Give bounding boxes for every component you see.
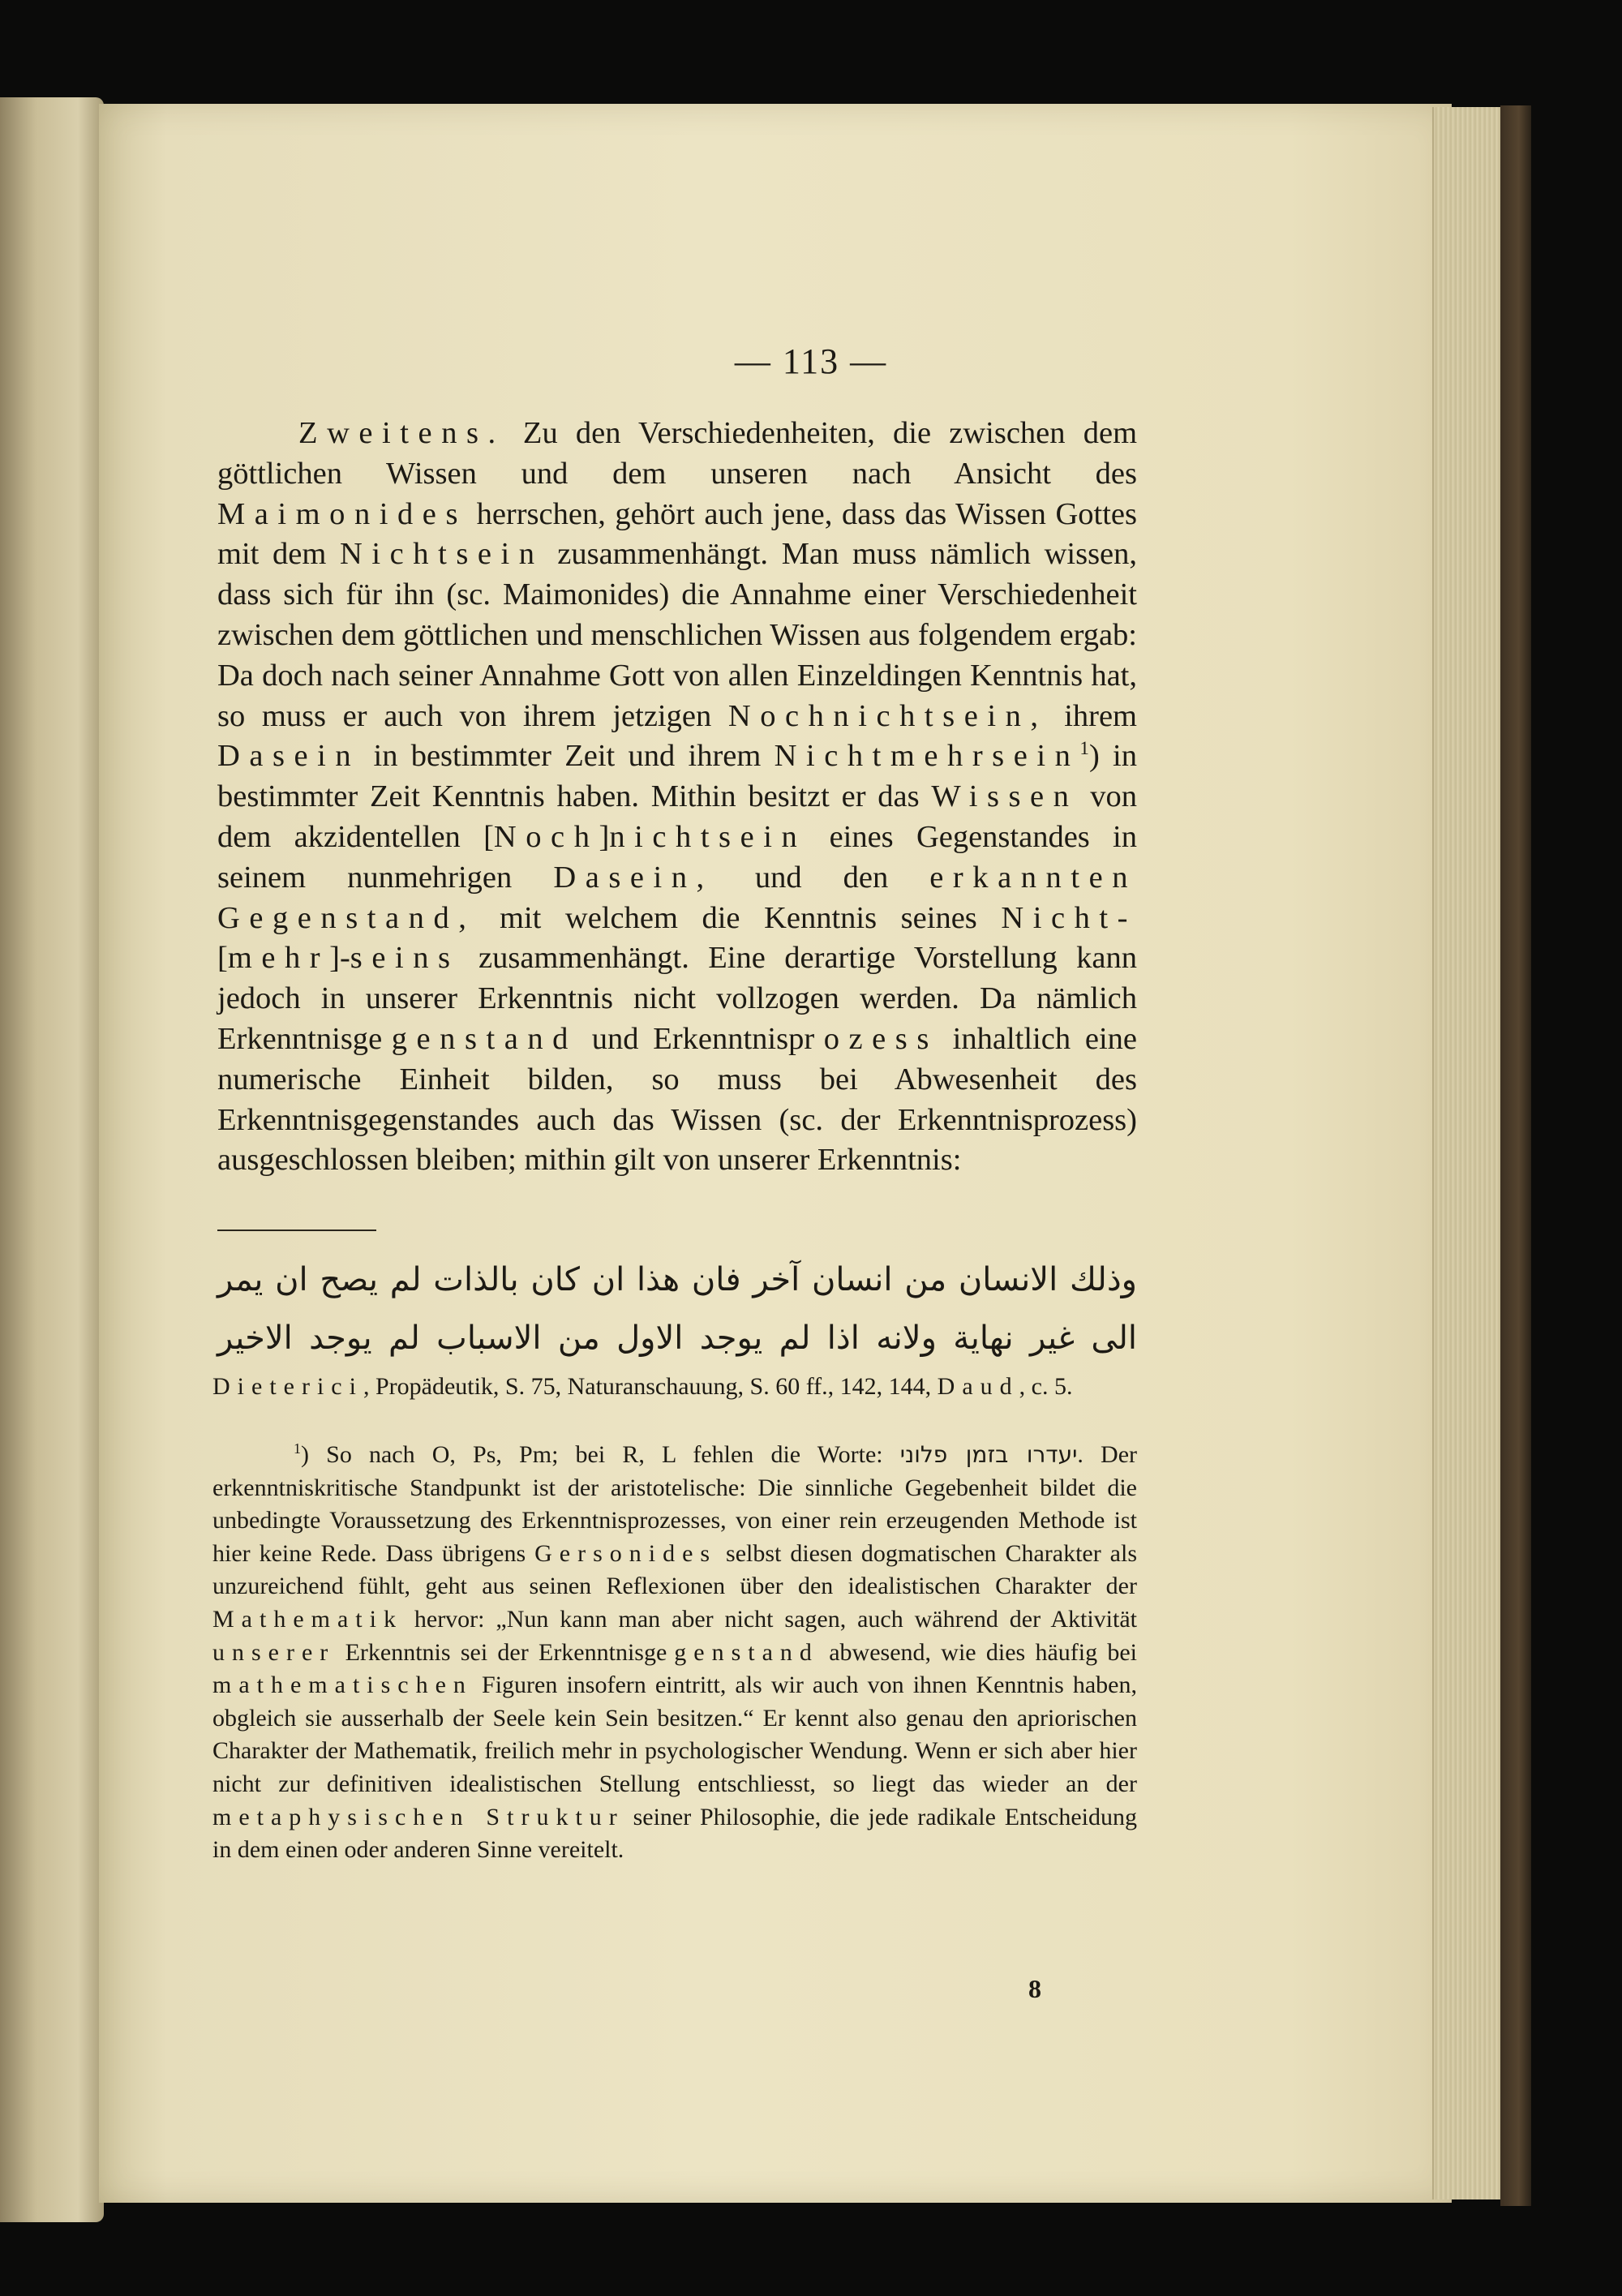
emphasis: Daud xyxy=(937,1373,1019,1400)
text-run: . Der erkenntniskritische Standpunkt ist der aristotelische: Die sinnliche Gegebenheit bildet die unbedingte Voraussetzung des Erkenntnisprozesses, von einer rein erzeugenden Methode ist hier keine Rede. Dass übrigens xyxy=(212,1441,1138,1567)
text-run: hervor: „Nun kann man aber nicht sagen, auch während der Aktivität xyxy=(414,1605,1138,1633)
footnote xyxy=(212,1439,1137,1867)
text-run: eines Gegenstandes in seinem nunmehrigen xyxy=(217,819,1137,895)
emphasis: metaphysischen Struktur xyxy=(212,1803,624,1830)
text-run: und den xyxy=(754,860,889,895)
text-run: in bestimmter Zeit und ihrem xyxy=(373,739,762,774)
text-run: von dem akzidentellen [ xyxy=(217,779,1138,854)
emphasis: seins xyxy=(350,941,460,976)
text-run: abwesend, wie dies häufig bei xyxy=(829,1638,1138,1666)
emphasis: Mathematik xyxy=(212,1605,403,1633)
text-run: Figuren insofern eintritt, als wir auch von ihnen Kenntnis haben, obgleich sie ausserhalb der Seele kein Sein besitzen.“ Er kennt also genau den apriorischen Charakter der Mathematik, freilich mehr in psychologischer Wendung. Wenn er sich aber hier nicht zur definitiven idealistischen Stellung entschliesst, so liegt das wieder an der xyxy=(212,1672,1137,1797)
emphasis: unserer xyxy=(212,1638,336,1666)
emphasis: mathematischen xyxy=(212,1672,473,1699)
emphasis: nichtsein xyxy=(609,819,807,854)
citation xyxy=(212,1371,1137,1403)
page-number: — 113 — xyxy=(734,341,888,381)
text-run: , c. 5. xyxy=(1019,1373,1073,1400)
text-run: ]- xyxy=(329,941,350,976)
emphasis: Nochnichtsein, xyxy=(727,698,1048,733)
signature-mark: 8 xyxy=(1028,1974,1041,2003)
footnote-reference: 1 xyxy=(1079,737,1089,759)
text-run: Zu den Verschiedenheiten, die zwischen dem göttlichen Wissen und dem unseren nach Ansicht des xyxy=(217,416,1138,491)
text-run: , Propädeutik, S. 75, Naturanschauung, S. 60 ff., 142, 144, xyxy=(363,1373,932,1400)
text-run: seiner Philosophie, die jede radikale Entscheidung in dem einen oder anderen Sinne vereitelt. xyxy=(212,1803,1138,1864)
text-run: ] xyxy=(599,819,610,854)
page-stack-edge xyxy=(1432,107,1505,2199)
text-run: zusammenhängt. Man muss nämlich wissen, dass sich für ihn (sc. Maimonides) die Annahme einer Verschiedenheit zwischen dem göttlichen und menschlichen Wissen aus folgendem ergab: Da doch nach seiner Annahme Gott von allen Einzeldingen Kenntnis hat, so muss er auch von ihrem jetzigen xyxy=(217,537,1138,733)
emphasis: Wissen xyxy=(931,779,1079,814)
emphasis: rozess xyxy=(804,1021,938,1056)
text-run: zusammenhängt. Eine derartige Vorstellung kann jedoch in unserer Erkenntnis nicht vollzogen werden. Da nämlich Erkenntnisg xyxy=(217,941,1137,1056)
emphasis: Maimonides xyxy=(217,496,467,531)
emphasis: Zweitens. xyxy=(298,416,505,450)
emphasis: Dasein, xyxy=(553,860,714,895)
footnote-marker: 1 xyxy=(294,1440,301,1457)
emphasis: egenstand xyxy=(655,1638,819,1666)
emphasis: Nichtsein xyxy=(340,537,544,572)
emphasis: Dasein xyxy=(217,739,361,774)
facing-page-edge xyxy=(0,97,104,2222)
hebrew-words: יעדרו בזמן פלוני xyxy=(899,1441,1078,1468)
text-run: herrschen, gehört auch jene, dass das Wissen Gottes mit dem xyxy=(217,496,1137,572)
emphasis: Noch xyxy=(493,819,599,854)
text-run: selbst diesen dogmatischen Charakter als unzureichend fühlt, geht aus seinen Reflexionen über den idealistischen Charakter der xyxy=(212,1539,1138,1600)
main-text xyxy=(217,414,1137,1181)
text-run: inhaltlich eine numerische Einheit bilden, so muss bei Abwesenheit des Erkenntnisgegenstandes auch das Wissen (sc. der Erkenntnisprozess) ausgeschlossen bleiben; mithin gilt von unserer Erkenntnis: xyxy=(217,1021,1137,1178)
text-run: [ xyxy=(217,941,228,976)
emphasis: Nicht- xyxy=(1001,900,1137,935)
footnote-separator xyxy=(217,1230,376,1231)
emphasis: erkannten Gegenstand, xyxy=(217,860,1138,935)
emphasis: Gersonides xyxy=(534,1539,718,1567)
book-cover-edge xyxy=(1500,105,1531,2206)
text-run: ) So nach O, Ps, Pm; bei R, L fehlen die Worte: xyxy=(301,1441,883,1468)
text-run: ihrem xyxy=(1064,698,1138,733)
footnote-paragraph xyxy=(212,1439,1137,1867)
emphasis: Nichtmehrsein xyxy=(774,739,1080,774)
text-run: und Erkenntnisp xyxy=(591,1021,805,1056)
arabic-quote-line: وذلك الانسان من انسان آخر فان هذا ان كان بالذات لم يصح ان يمر xyxy=(217,1261,1137,1298)
emphasis: Dieterici xyxy=(212,1373,363,1400)
text-run: mit welchem die Kenntnis seines xyxy=(500,900,977,935)
emphasis: egenstand xyxy=(368,1021,577,1056)
emphasis: mehr xyxy=(227,941,330,976)
citation-paragraph xyxy=(212,1371,1137,1403)
arabic-quote-line: الى غير نهاية ولانه اذا لم يوجد الاول من الاسباب لم يوجد الاخير xyxy=(217,1320,1137,1357)
main-paragraph xyxy=(217,414,1137,1181)
text-run: ) in bestimmter Zeit Kenntnis haben. Mithin besitzt er das xyxy=(217,739,1137,814)
text-run: Erkenntnis sei der Erkenntnisg xyxy=(345,1638,656,1666)
